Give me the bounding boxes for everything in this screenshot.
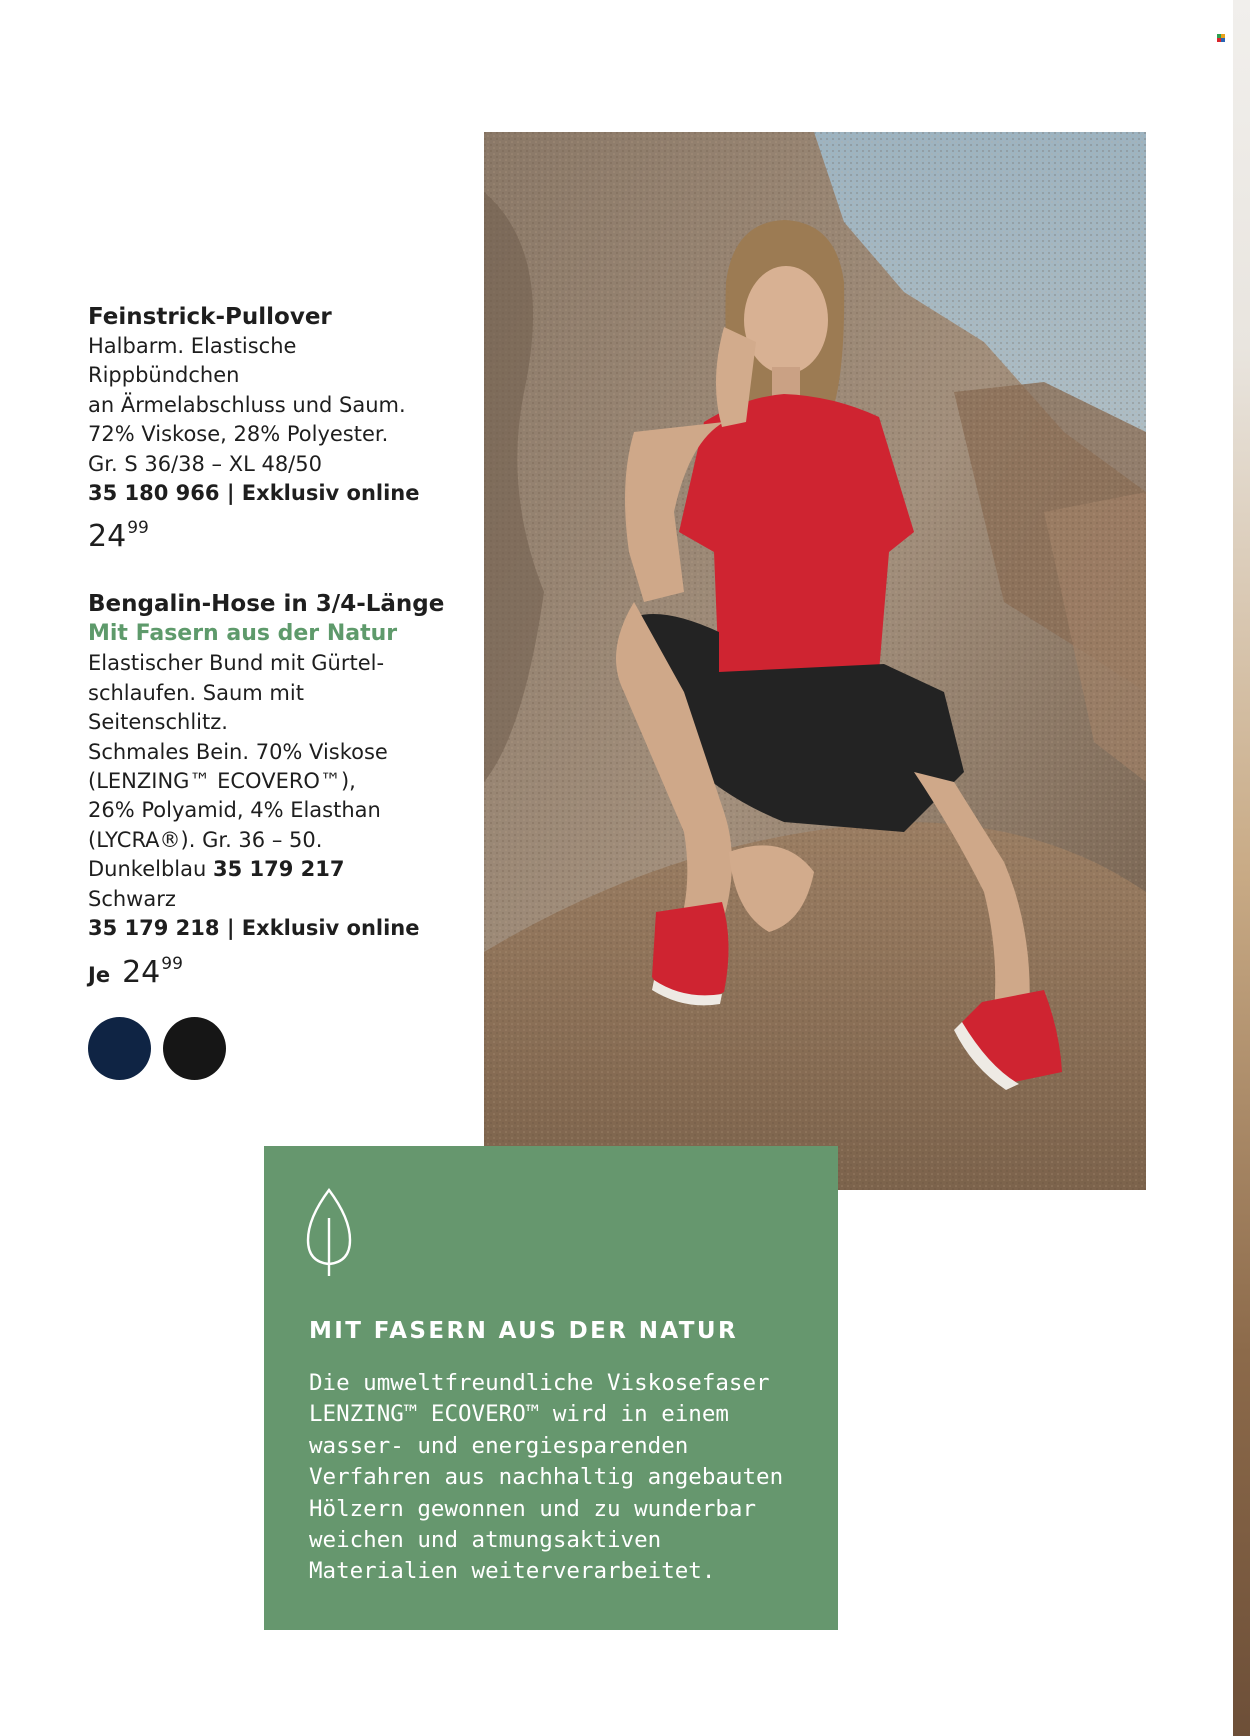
adjacent-page-edge: [1233, 0, 1250, 1736]
info-box-line: weichen und atmungsaktiven: [309, 1527, 662, 1554]
info-box: [264, 1146, 838, 1630]
color1-article: 35 179 217: [213, 857, 345, 882]
product1-price-main: 24: [88, 519, 127, 555]
product2-color1: [88, 855, 448, 884]
product1-price: [88, 510, 448, 555]
product2-price-main: 24: [122, 954, 161, 990]
product2-desc-line: (LYCRA®). Gr. 36 – 50.: [88, 827, 323, 852]
product-photo: [484, 132, 1146, 1190]
product1-price-cents: 99: [127, 518, 149, 539]
color2-article: 35 179 218 | Exklusiv online: [88, 916, 420, 941]
color-swatches: [88, 1017, 448, 1080]
product2-desc-line: Schmales Bein. 70% Viskose: [88, 739, 388, 764]
info-box-title: MIT FASERN AUS DER NATUR: [309, 1318, 739, 1344]
product1-article: 35 180 966 | Exklusiv online: [88, 481, 420, 506]
color2-name: Schwarz: [88, 886, 176, 911]
product2-title: Bengalin-Hose in 3/4-Länge: [88, 591, 445, 618]
swatch-dunkelblau[interactable]: [88, 1017, 151, 1080]
product2-desc-line: 26% Polyamid, 4% Elasthan: [88, 798, 381, 823]
info-box-line: wasser- und energiesparenden: [309, 1432, 689, 1459]
info-box-line: LENZING™ ECOVERO™ wird in einem: [309, 1401, 729, 1428]
product1-desc-line: 72% Viskose, 28% Polyester.: [88, 422, 389, 447]
product2-desc-line: schlaufen. Saum mit Seitenschlitz.: [88, 680, 304, 735]
info-box-line: Materialien weiterverarbeitet.: [309, 1558, 716, 1585]
product2-desc-line: Elastischer Bund mit Gürtel-: [88, 651, 385, 676]
leaf-icon: [306, 1188, 352, 1278]
product1-title: Feinstrick-Pullover: [88, 304, 332, 330]
info-box-line: Die umweltfreundliche Viskosefaser: [309, 1370, 770, 1396]
corner-logo-icon: [1217, 34, 1225, 42]
info-box-line: Verfahren aus nachhaltig angebauten: [309, 1464, 784, 1491]
info-box-body: [309, 1368, 819, 1588]
product1-desc-line: Gr. S 36/38 – XL 48/50: [88, 451, 322, 476]
product2-subtitle: Mit Fasern aus der Natur: [88, 621, 398, 647]
price-prefix: Je: [88, 962, 111, 987]
product2-desc-line: (LENZING™ ECOVERO™),: [88, 769, 356, 794]
product2-price: [88, 946, 448, 993]
info-box-line: Hölzern gewonnen und zu wunderbar: [309, 1495, 757, 1522]
product1-desc-line: an Ärmelabschluss und Saum.: [88, 392, 406, 417]
swatch-schwarz[interactable]: [163, 1017, 226, 1080]
product1-desc-line: Halbarm. Elastische Rippbündchen: [88, 334, 297, 388]
product-text-column: [88, 302, 448, 1080]
color1-name: Dunkelblau: [88, 857, 207, 882]
product2-price-cents: 99: [161, 953, 183, 974]
